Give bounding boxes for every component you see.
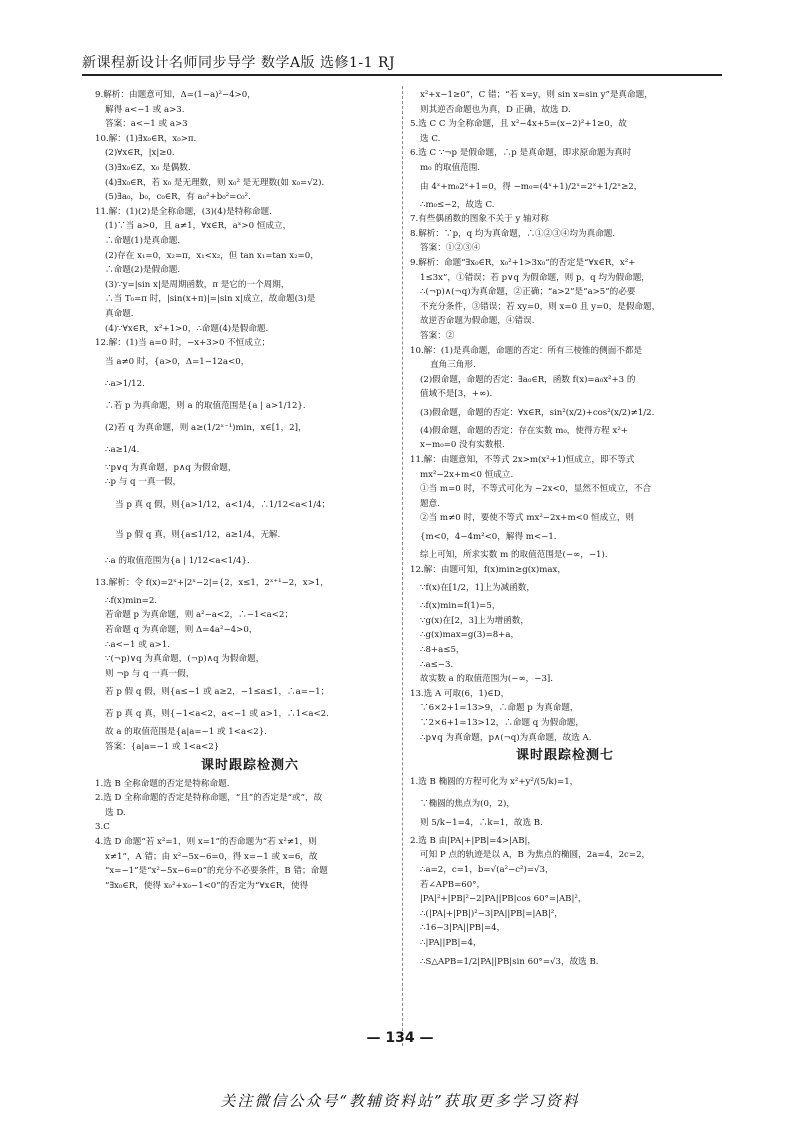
solution-line: 可知 P 点的轨迹是以 A，B 为焦点的椭圆，2a=4，2c=2， xyxy=(420,850,651,861)
solution-line: ②当 m≠0 时，要使不等式 mx²−2x+m<0 恒成立，则 xyxy=(420,513,635,524)
solution-line: 9.解析：命题“∃x₀∈R，x₀²+1>3x₀”的否定是“∀x∈R，x²+ xyxy=(410,257,636,268)
solution-line: ∴a=2，c=1，b=√(a²−c²)=√3， xyxy=(420,864,554,875)
solution-line: (3)∵y=|sin x|是周期函数，π 是它的一个周期， xyxy=(105,279,290,290)
solution-line: ∴(¬p)∧(¬q)为真命题，②正确；“a>2”是“a>5”的必要 xyxy=(420,287,636,298)
solution-line: 解得 a<−1 或 a>3. xyxy=(105,104,185,115)
solution-line: 当 p 真 q 假，则{a>1/12，a<1/4，∴1/12<a<1/4； xyxy=(115,499,331,510)
right-solution-lines-2 xyxy=(410,767,720,972)
solution-line: ∴8+a≤5， xyxy=(420,645,465,655)
solution-line: 则其逆否命题也为真，D 正确，故选 D. xyxy=(420,104,571,115)
solution-line: 不充分条件，③错误；若 xy=0，则 x=0 且 y=0，是假命题， xyxy=(420,301,661,312)
solution-line: ∵g(x)在[2，3]上为增函数， xyxy=(420,615,529,626)
solution-line: ∴p 与 q 一真一假， xyxy=(105,477,182,488)
solution-line: 选 C. xyxy=(420,133,441,144)
solution-line: ∴a 的取值范围为{a | 1/12<a<1/4}. xyxy=(105,555,250,566)
solution-line: 当 a≠0 时，{a>0，Δ=1−12a<0， xyxy=(105,356,250,367)
solution-line: 直角三角形. xyxy=(430,360,476,371)
solution-line: (2)若 q 为真命题，则 a≥(1/2ˣ⁻¹)min，x∈[1，2]， xyxy=(105,422,307,433)
solution-line: |PA|²+|PB|²−2|PA||PB|cos 60°=|AB|²， xyxy=(420,894,587,905)
solution-line: 题意. xyxy=(420,498,440,509)
solution-line: 4.选 D 命题“若 x²=1，则 x=1”的否命题为“若 x²≠1，则 xyxy=(95,837,317,847)
solution-line: 11.解：(1)(2)是全称命题，(3)(4)是特称命题. xyxy=(95,206,272,217)
page-number: — 134 — xyxy=(366,1030,434,1046)
solution-line: 7.有些偶函数的图象不关于 y 轴对称 xyxy=(410,214,549,225)
solution-line: ∴f(x)min=2. xyxy=(105,595,158,606)
solution-line: 13.解析：令 f(x)=2ˣ+|2ˣ−2|={2，x≤1，2ˣ⁺¹−2，x>1， xyxy=(95,577,329,588)
solution-line: 真命题. xyxy=(105,308,134,319)
solution-line: (3)假命题，命题的否定：∀x∈R，sin²(x/2)+cos²(x/2)≠1/2. xyxy=(420,407,655,418)
solution-line: (3)∃x₀∈Z，x₀ 是偶数. xyxy=(105,162,191,173)
solution-line: 12.解：由题可知，f(x)min≥g(x)max， xyxy=(410,564,566,575)
solution-line: 10.解：(1)∃x₀∈R，x₀>π. xyxy=(95,133,197,144)
solution-line: ∴|PA||PB|=4， xyxy=(420,937,482,948)
left-solution-lines xyxy=(95,88,405,755)
solution-line: (2)存在 x₁=0，x₂=π，x₁<x₂，但 tan x₁=tan x₂=0， xyxy=(105,250,319,261)
solution-line: {m<0，4−4m²<0，解得 m<−1. xyxy=(420,532,557,543)
solution-line: (4)∃x₀∈R，若 x₀ 是无理数，则 x₀² 是无理数(如 x₀=√2). xyxy=(105,177,325,188)
solution-line: 值域不是[3，+∞). xyxy=(420,389,493,400)
left-solution-lines-2 xyxy=(95,777,405,894)
solution-line: 综上可知，所求实数 m 的取值范围是(−∞，−1). xyxy=(420,550,608,561)
solution-line: (5)∃a₀，b₀，c₀∈R，有 a₀²+b₀²=c₀². xyxy=(105,192,251,203)
solution-line: ∵f(x)在[1/2，1]上为减函数， xyxy=(420,583,535,594)
column-divider xyxy=(402,86,403,1046)
solution-line: (1)∵当 a>0，且 a≠1，∀x∈R，aˣ>0 恒成立， xyxy=(105,221,292,232)
section-title-seven: 课时跟踪检测七 xyxy=(515,748,614,764)
solution-line: ∴p∨q 为真命题，p∧(¬q)为真命题，故选 A. xyxy=(420,732,592,743)
solution-line: 2.选 B 由|PA|+|PB|=4>|AB|， xyxy=(410,835,537,846)
section-title-six: 课时跟踪检测六 xyxy=(200,757,299,773)
solution-line: 选 D. xyxy=(105,807,126,818)
solution-line: ∴命题(2)是假命题. xyxy=(105,265,181,276)
solution-line: ∵2×6+1=13>12，∴命题 q 为假命题， xyxy=(420,717,584,728)
solution-line: (2)假命题，命题的否定：∃a₀∈R，函数 f(x)=a₀x²+3 的 xyxy=(420,374,636,385)
solution-line: m₀ 的取值范围. xyxy=(420,162,481,173)
solution-line: ∴a≤−3. xyxy=(420,659,454,670)
solution-line: ∴a<−1 或 a>1. xyxy=(105,639,171,650)
solution-line: 若命题 q 为真命题，则 Δ=4a²−4>0， xyxy=(105,625,258,636)
solution-line: 若∠APB=60°， xyxy=(420,879,486,890)
solution-line: ∴f(x)min=f(1)=5， xyxy=(420,601,501,612)
solution-line: mx²−2x+m<0 恒成立. xyxy=(420,469,514,480)
solution-line: 答案：② xyxy=(420,330,455,341)
solution-line: 故实数 a 的取值范围为(−∞，−3]. xyxy=(420,674,553,685)
solution-line: ∴16−3|PA||PB|=4， xyxy=(420,923,506,934)
solution-line: 9.解析：由题意可知，Δ=(1−a)²−4>0， xyxy=(95,90,256,100)
solution-line: 若 p 假 q 假，则{a≤−1 或 a≥2，−1≤a≤1，∴a=−1； xyxy=(105,687,330,698)
solution-line: 当 p 假 q 真，则{a≤1/12，a≥1/4，无解. xyxy=(115,529,281,540)
solution-line: x≠1”，A 错；由 x²−5x−6=0，得 x=−1 或 x=6，故 xyxy=(105,851,318,862)
solution-line: 故逆否命题为假命题，④错误. xyxy=(420,316,535,327)
solution-line: ∴m₀≤−2，故选 C. xyxy=(420,199,495,210)
solution-line: “x=−1”是“x²−5x−6=0”的充分不必要条件，B 错；命题 xyxy=(105,866,328,877)
solution-line: 8.解析：∵p，q 均为真命题，∴①②③④均为真命题. xyxy=(410,228,616,239)
solution-line: ∴a≥1/4. xyxy=(105,444,140,455)
solution-line: 1.选 B 椭圆的方程可化为 x²+y²/(5/k)=1， xyxy=(410,777,579,788)
running-header: 新课程新设计名师同步导学 数学A版 选修1-1 RJ xyxy=(82,52,722,76)
solution-line: ∴若 p 为真命题，则 a 的取值范围是{a | a>1/12}. xyxy=(105,400,306,411)
solution-line: ∴g(x)max=g(3)=8+a， xyxy=(420,630,520,641)
solution-line: x−m₀=0 没有实数根. xyxy=(420,440,505,451)
right-solution-lines xyxy=(410,88,720,745)
solution-line: 6.选 C ∵¬p 是假命题，∴p 是真命题，即求原命题为真时 xyxy=(410,148,632,159)
solution-line: (2)∀x∈R，|x|≥0. xyxy=(105,148,175,159)
solution-line: ∴(|PA|+|PB|)²−3|PA||PB|=|AB|²， xyxy=(420,908,563,919)
solution-line: 3.C xyxy=(95,822,110,833)
solution-line: ∴a>1/12. xyxy=(105,378,145,389)
solution-line: ∵p∨q 为真命题，p∧q 为假命题， xyxy=(105,462,237,473)
solution-line: 由 4ˣ+m₀2ˣ+1=0，得 −m₀=(4ˣ+1)/2ˣ=2ˣ+1/2ˣ≥2， xyxy=(420,181,643,192)
solution-line: 则 ¬p 与 q 一真一假， xyxy=(105,668,195,679)
solution-line: (4)∵∀x∈R，x²+1>0，∴命题(4)是假命题. xyxy=(105,323,269,334)
solution-line: 1.选 B 全称命题的否定是特称命题. xyxy=(95,778,230,789)
solution-line: 10.解：(1)是真命题，命题的否定：所有三棱锥的侧面不都是 xyxy=(410,345,643,356)
solution-line: 2.选 D 全称命题的否定是特称命题，“且”的否定是“或”，故 xyxy=(95,793,323,804)
solution-line: ∴当 T₀=π 时，|sin(x+π)|=|sin x|成立，故命题(3)是 xyxy=(105,294,316,305)
solution-line: 若命题 p 为真命题，则 a²−a<2，∴−1<a<2； xyxy=(105,610,294,621)
solution-line: x²+x−1≥0”，C 错；“若 x=y，则 sin x=sin y”是真命题， xyxy=(420,90,653,100)
left-column xyxy=(95,88,405,893)
solution-line: ①当 m=0 时，不等式可化为 −2x<0，显然不恒成立，不合 xyxy=(420,484,652,495)
right-column xyxy=(410,88,720,973)
solution-line: (4)假命题，命题的否定：存在实数 m₀，使得方程 x²+ xyxy=(420,425,629,436)
solution-line: 答案：a<−1 或 a>3 xyxy=(105,119,188,130)
solution-line: 1≤3x”，①错误；若 p∨q 为假命题，则 p，q 均为假命题， xyxy=(420,272,650,283)
footer-watermark: 关注微信公众号“教辅资料站”获取更多学习资料 xyxy=(220,1092,580,1110)
solution-line: ∵6×2+1=13>9，∴命题 p 为真命题， xyxy=(420,703,579,714)
solution-line: ∴命题(1)是真命题. xyxy=(105,235,181,246)
solution-line: 11.解：由题意知，不等式 2x>m(x²+1)恒成立，即不等式 xyxy=(410,455,635,466)
solution-line: 5.选 C C 为全称命题，且 x²−4x+5=(x−2)²+1≥0，故 xyxy=(410,119,627,130)
solution-line: “∃x₀∈R，使得 x₀²+x₀−1<0”的否定为“∀x∈R，使得 xyxy=(105,880,309,891)
solution-line: 则 5/k−1=4，∴k=1，故选 B. xyxy=(420,817,543,828)
solution-line: 12.解：(1)当 a=0 时，−x+3>0 不恒成立； xyxy=(95,338,271,349)
solution-line: ∴S△APB=1/2|PA||PB|sin 60°=√3，故选 B. xyxy=(420,956,599,967)
solution-line: 故 a 的取值范围是{a|a=−1 或 1<a<2}. xyxy=(105,727,267,738)
solution-line: 答案：{a|a=−1 或 1<a<2} xyxy=(105,742,220,753)
solution-line: 13.选 A 可取(6，1)∈D， xyxy=(410,688,510,699)
solution-line: 答案：①②③④ xyxy=(420,243,481,254)
solution-line: 若 p 真 q 真，则{−1<a<2，a<−1 或 a>1，∴1<a<2. xyxy=(105,709,329,720)
solution-line: ∵(¬p)∨q 为真命题，(¬p)∧q 为假命题， xyxy=(105,654,265,665)
solution-line: ∵椭圆的焦点为(0，2)， xyxy=(420,799,515,810)
